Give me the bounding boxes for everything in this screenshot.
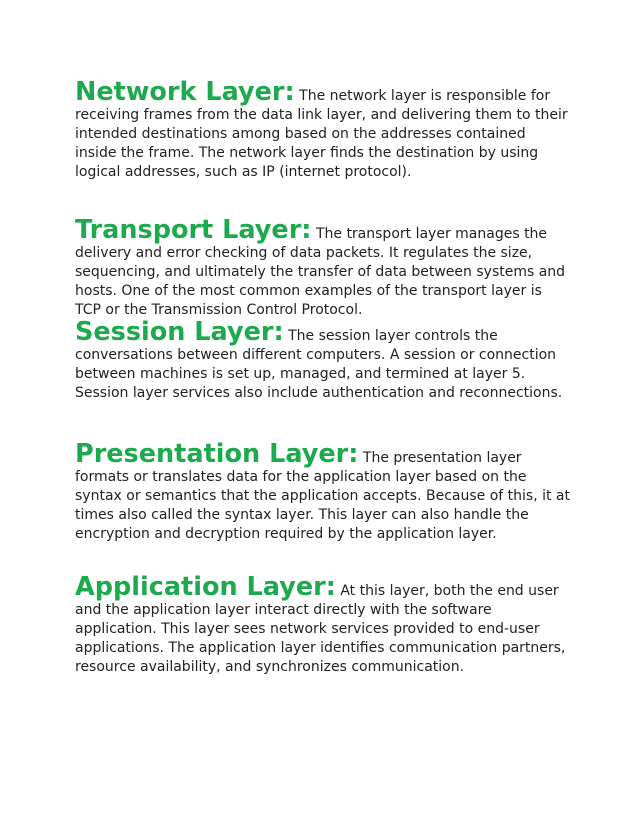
transport-layer-section (75, 215, 570, 320)
session-layer-heading: Session Layer: (75, 317, 284, 347)
network-layer-heading: Network Layer: (75, 77, 295, 107)
session-layer-text: The session layer controls the conversations between different computers. A session or connection between machines is set up, managed, and termined at layer 5. Session layer services also include authentication and reconnections. (75, 328, 563, 401)
application-layer-heading: Application Layer: (75, 572, 336, 602)
session-layer-section (75, 317, 570, 403)
presentation-layer-heading: Presentation Layer: (75, 439, 359, 469)
presentation-layer-section (75, 439, 570, 544)
network-layer-section (75, 77, 570, 182)
transport-layer-text: The transport layer manages the delivery and error checking of data packets. It regulates the size, sequencing, and ultimately the transfer of data between systems and hosts. One of the most common examples of the transport layer is TCP or the Transmission Control Protocol. (75, 226, 566, 318)
application-layer-section (75, 572, 570, 677)
presentation-layer-text: The presentation layer formats or translates data for the application layer based on the syntax or semantics that the application accepts. Because of this, it at times also called the syntax layer. This layer can also handle the encryption and decryption required by the application layer. (75, 450, 570, 542)
application-layer-text: At this layer, both the end user and the application layer interact directly with the software application. This layer sees network services provided to end-user applications. The application layer identifies communication partners, resource availability, and synchronizes communication. (75, 583, 566, 675)
transport-layer-heading: Transport Layer: (75, 215, 312, 245)
network-layer-text: The network layer is responsible for receiving frames from the data link layer, and delivering them to their intended destinations among based on the addresses contained inside the frame. The network layer finds the destination by using logical addresses, such as IP (internet protocol). (75, 88, 568, 180)
